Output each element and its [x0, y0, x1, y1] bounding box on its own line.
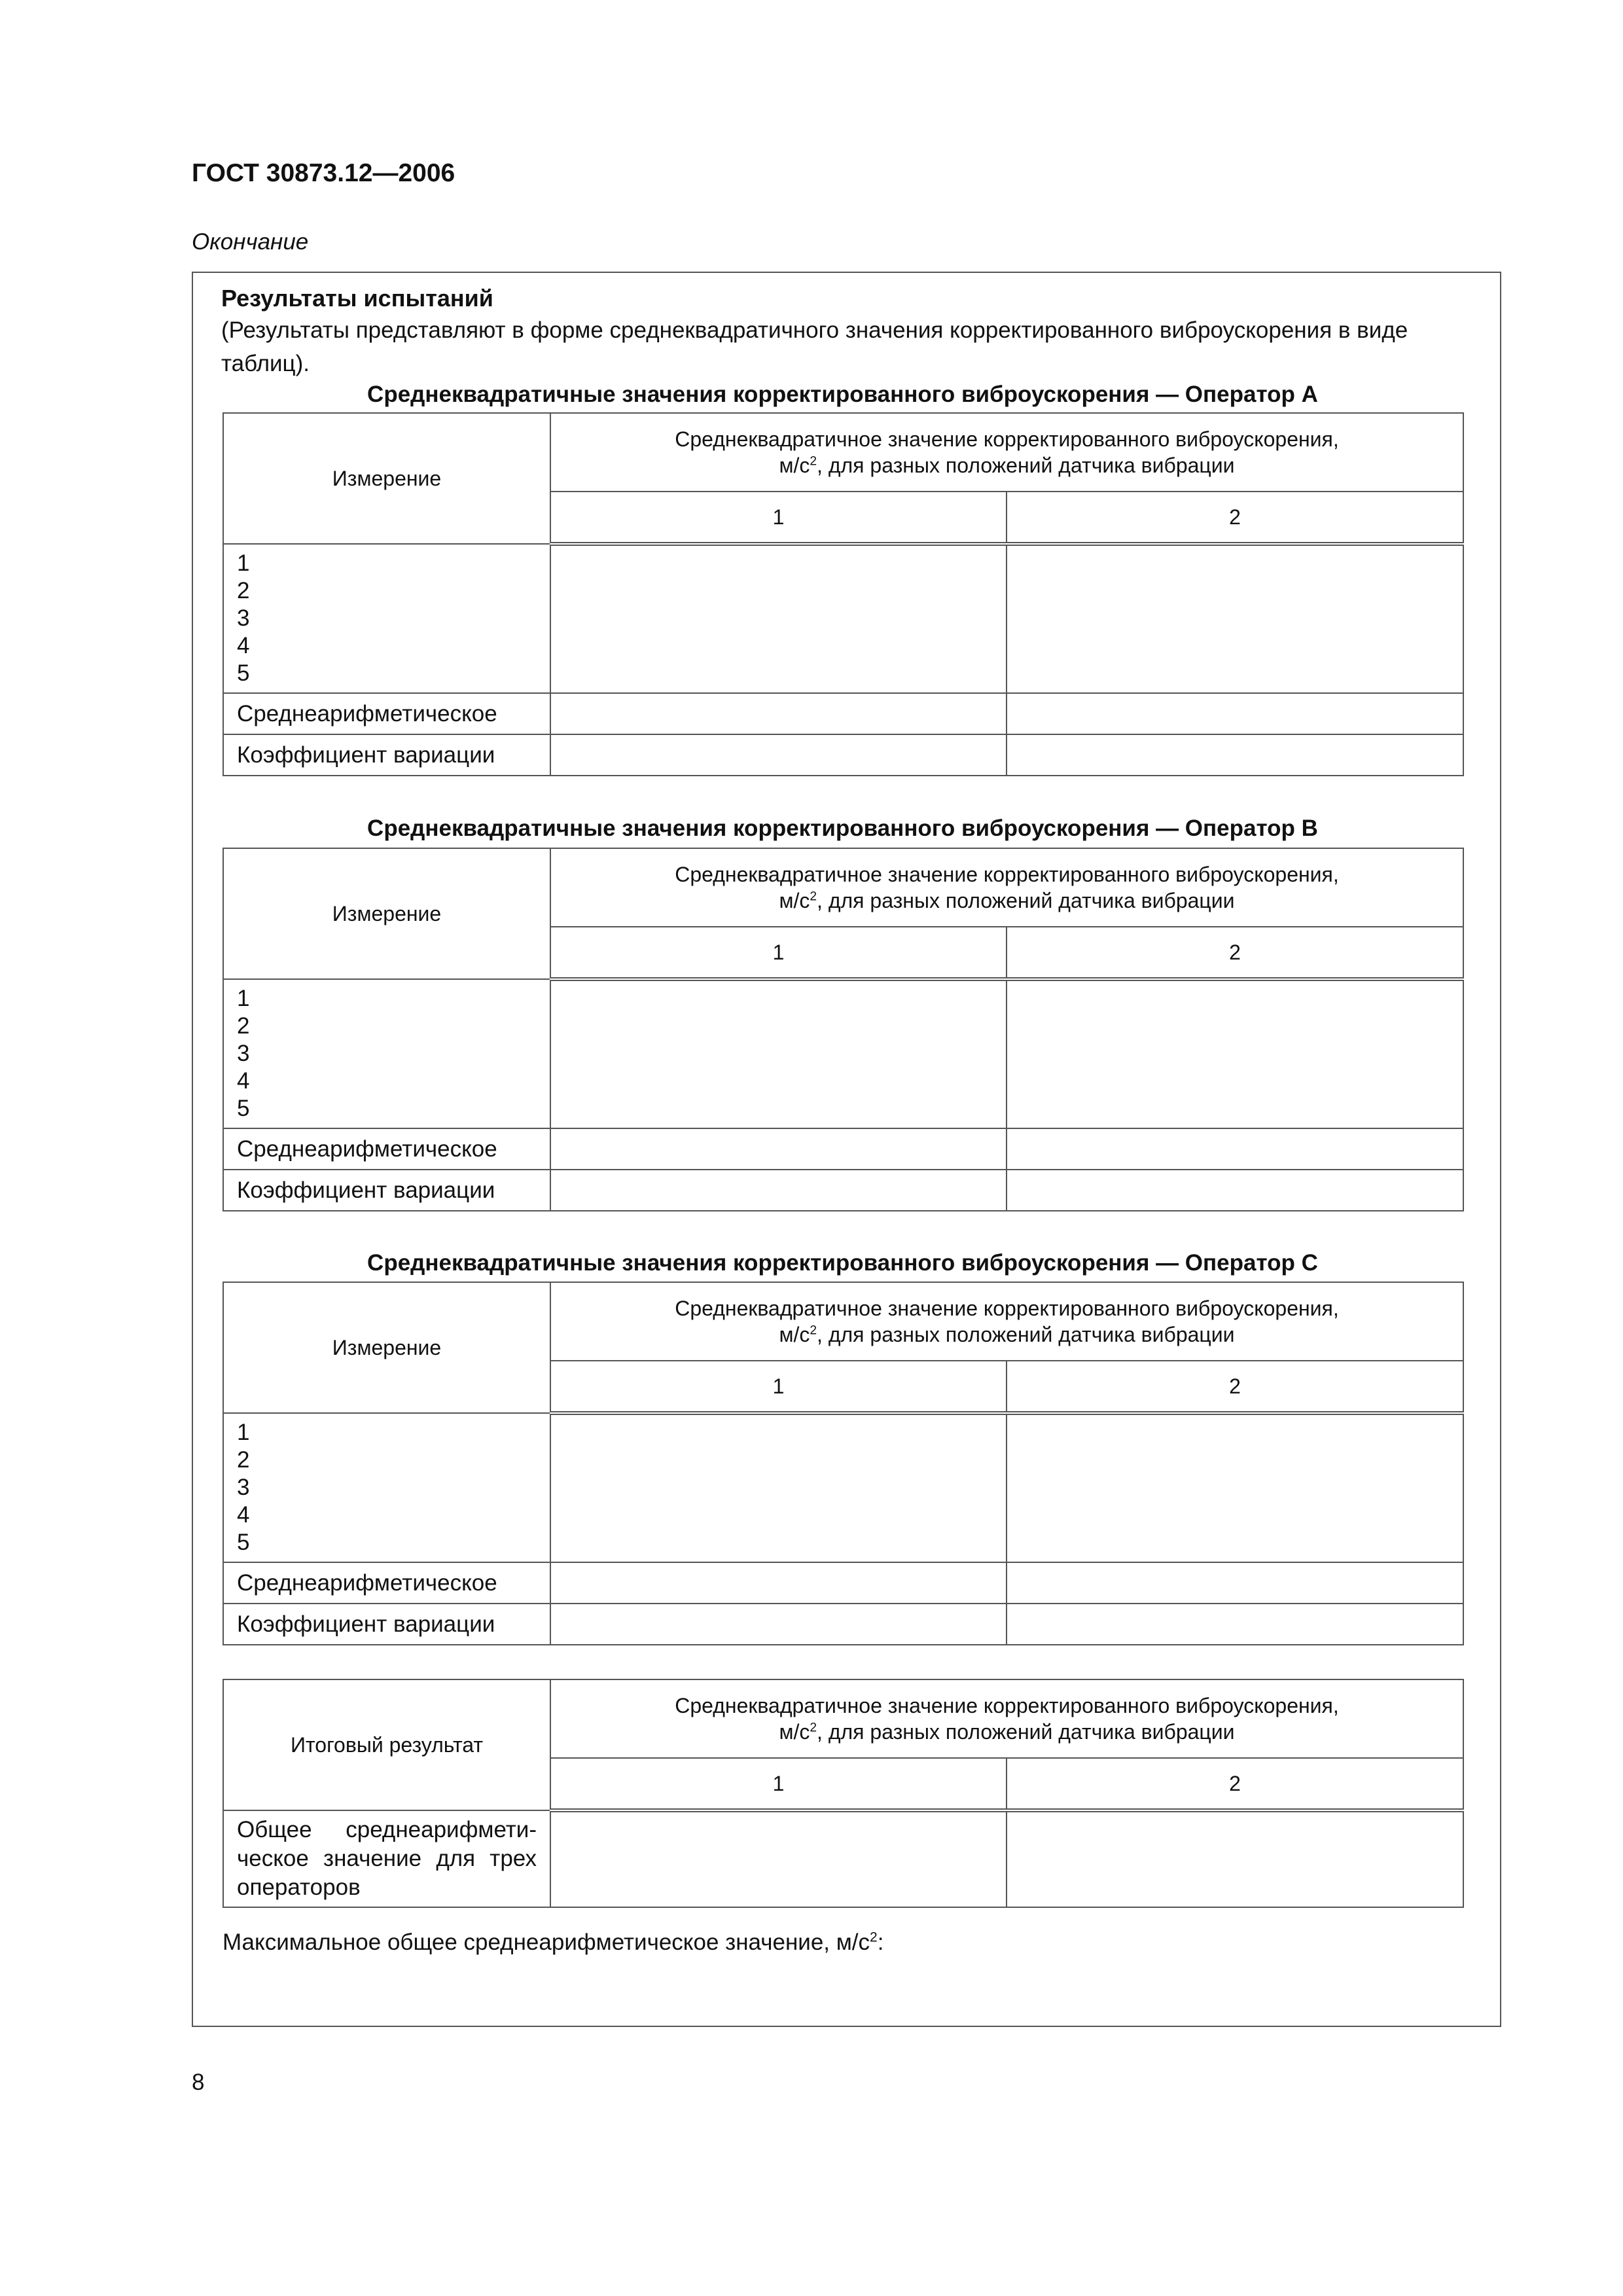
measurement-number: 5: [237, 660, 250, 686]
cv-label: Коэффициент вариации: [223, 734, 550, 776]
table-caption-operator-c: Среднеквадратичные значения корректированного виброускорения — Оператор С: [367, 1250, 1318, 1276]
measurement-number: 1: [237, 986, 250, 1011]
position-header-1: 1: [550, 927, 1007, 979]
measurement-number: 1: [237, 550, 250, 576]
measurement-number: 4: [237, 1068, 250, 1094]
measurement-number: 2: [237, 1013, 250, 1039]
cv-label: Коэффициент вариации: [223, 1604, 550, 1645]
final-result-header: Итоговый результат: [223, 1679, 550, 1810]
value-cell: [550, 1562, 1007, 1604]
value-cell: [1007, 544, 1463, 693]
value-cell: [550, 1810, 1007, 1907]
measurement-list: [223, 1413, 550, 1562]
measurement-number: 2: [237, 578, 250, 603]
value-cell: [550, 544, 1007, 693]
measurement-number: 5: [237, 1530, 250, 1555]
doc-code: ГОСТ 30873.12—2006: [192, 159, 455, 187]
measurement-number: 3: [237, 605, 250, 631]
table-caption-operator-a: Среднеквадратичные значения корректированного виброускорения — Оператор А: [367, 382, 1318, 407]
value-cell: [550, 1413, 1007, 1562]
value-header: Среднеквадратичное значение корректированного виброускорения, $м/с^2$, для разных положений датчика вибрации: [550, 413, 1463, 492]
results-intro: (Результаты представляют в форме среднеквадратичного значения корректированного виброускорения в виде таблиц).: [221, 317, 1408, 376]
measurement-number: 4: [237, 633, 250, 658]
position-header-2: 2: [1007, 1361, 1463, 1413]
value-cell: [1007, 734, 1463, 776]
position-header-2: 2: [1007, 927, 1463, 979]
results-table-operator-b: [223, 848, 1464, 1211]
page-number: 8: [192, 2070, 205, 2095]
measurement-number: 3: [237, 1041, 250, 1066]
overall-mean-label: Общее среднеарифмети-ческое значение для трех операторов: [223, 1810, 550, 1907]
value-cell: [1007, 693, 1463, 734]
max-mean-line: Максимальное общее среднеарифметическое значение, $м/с^2$:: [223, 1929, 884, 1955]
value-cell: [550, 1170, 1007, 1211]
table-caption-operator-b: Среднеквадратичные значения корректированного виброускорения — Оператор В: [367, 816, 1318, 841]
value-cell: [1007, 1170, 1463, 1211]
position-header-2: 2: [1007, 492, 1463, 544]
measurement-header: Измерение: [223, 848, 550, 979]
mean-label: Среднеарифметическое: [223, 1128, 550, 1170]
value-cell: [1007, 1128, 1463, 1170]
value-cell: [1007, 979, 1463, 1128]
mean-label: Среднеарифметическое: [223, 693, 550, 734]
measurement-list: [223, 544, 550, 693]
position-header-1: 1: [550, 492, 1007, 544]
continuation-label: Окончание: [192, 229, 309, 255]
cv-label: Коэффициент вариации: [223, 1170, 550, 1211]
measurement-header: Измерение: [223, 1282, 550, 1413]
measurement-number: 4: [237, 1502, 250, 1528]
measurement-number: 3: [237, 1475, 250, 1500]
value-cell: [550, 1128, 1007, 1170]
results-title: Результаты испытаний: [221, 285, 493, 312]
position-header-1: 1: [550, 1361, 1007, 1413]
value-cell: [1007, 1562, 1463, 1604]
final-result-table: [223, 1679, 1464, 1908]
value-cell: [1007, 1810, 1463, 1907]
value-cell: [1007, 1604, 1463, 1645]
value-header: Среднеквадратичное значение корректированного виброускорения, $м/с^2$, для разных положений датчика вибрации: [550, 848, 1463, 927]
value-cell: [550, 734, 1007, 776]
value-header: Среднеквадратичное значение корректированного виброускорения, $м/с^2$, для разных положений датчика вибрации: [550, 1282, 1463, 1361]
measurement-number: 2: [237, 1447, 250, 1473]
value-cell: [550, 979, 1007, 1128]
mean-label: Среднеарифметическое: [223, 1562, 550, 1604]
measurement-list: [223, 979, 550, 1128]
measurement-number: 5: [237, 1096, 250, 1121]
position-header-2: 2: [1007, 1758, 1463, 1810]
measurement-number: 1: [237, 1420, 250, 1445]
results-table-operator-a: [223, 412, 1464, 776]
measurement-header: Измерение: [223, 413, 550, 544]
results-table-operator-c: [223, 1282, 1464, 1645]
value-header: Среднеквадратичное значение корректированного виброускорения, $м/с^2$, для разных положений датчика вибрации: [550, 1679, 1463, 1758]
value-cell: [550, 1604, 1007, 1645]
value-cell: [550, 693, 1007, 734]
position-header-1: 1: [550, 1758, 1007, 1810]
value-cell: [1007, 1413, 1463, 1562]
